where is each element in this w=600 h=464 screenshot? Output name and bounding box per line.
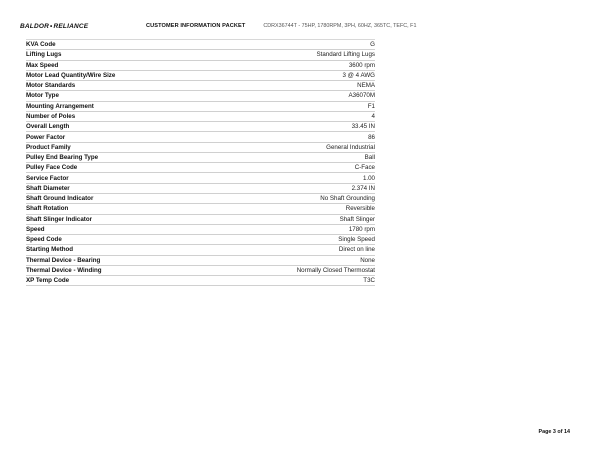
spec-label: Motor Lead Quantity/Wire Size xyxy=(26,71,116,79)
spec-label: Thermal Device - Winding xyxy=(26,266,102,274)
spec-value: 86 xyxy=(368,133,375,141)
brand-separator: • xyxy=(50,22,53,30)
spec-value: Reversible xyxy=(345,205,375,213)
spec-value: 3600 rpm xyxy=(348,61,375,69)
spec-value: A36070M xyxy=(348,92,375,100)
spec-row xyxy=(26,50,375,60)
spec-row xyxy=(26,256,375,266)
spec-row xyxy=(26,266,375,276)
spec-label: Overall Length xyxy=(26,123,70,131)
spec-value: Shaft Slinger xyxy=(339,215,375,223)
spec-value: Single Speed xyxy=(338,236,375,244)
spec-value: 2.374 IN xyxy=(351,184,375,192)
spec-label: Service Factor xyxy=(26,174,69,182)
spec-row xyxy=(26,91,375,101)
spec-label: KVA Code xyxy=(26,41,56,49)
spec-value: Standard Lifting Lugs xyxy=(316,51,375,59)
spec-value: T3C xyxy=(363,277,375,285)
spec-row xyxy=(26,215,375,225)
page-number: Page 3 of 14 xyxy=(538,429,570,435)
spec-value: 33.45 IN xyxy=(351,123,375,131)
spec-row xyxy=(26,132,375,142)
spec-label: Pulley End Bearing Type xyxy=(26,154,99,162)
spec-label: Motor Standards xyxy=(26,82,76,90)
spec-label: Motor Type xyxy=(26,92,59,100)
spec-value: 1780 rpm xyxy=(348,225,375,233)
spec-label: Shaft Diameter xyxy=(26,184,70,192)
specification-table xyxy=(26,39,375,286)
spec-label: Number of Poles xyxy=(26,112,76,120)
spec-row xyxy=(26,112,375,122)
spec-row xyxy=(26,143,375,153)
spec-value: General Industrial xyxy=(326,143,375,151)
spec-label: Speed xyxy=(26,225,45,233)
spec-label: Product Family xyxy=(26,143,71,151)
spec-row xyxy=(26,71,375,81)
document-title: CUSTOMER INFORMATION PACKET xyxy=(146,23,246,29)
page-header xyxy=(20,20,416,32)
spec-value: 1.00 xyxy=(362,174,375,182)
spec-row xyxy=(26,61,375,71)
spec-label: Pulley Face Code xyxy=(26,164,78,172)
baldor-reliance-logo xyxy=(20,23,132,30)
spec-value: Ball xyxy=(364,154,375,162)
spec-label: Power Factor xyxy=(26,133,66,141)
spec-value: NEMA xyxy=(357,82,375,90)
product-description: CDRX36744T - 75HP, 1780RPM, 3PH, 60HZ, 365TC, TEFC, F1 xyxy=(263,23,417,29)
spec-row xyxy=(26,204,375,214)
spec-value: F1 xyxy=(367,102,375,110)
spec-row xyxy=(26,102,375,112)
spec-label: Shaft Ground Indicator xyxy=(26,195,94,203)
spec-label: XP Temp Code xyxy=(26,277,70,285)
spec-label: Lifting Lugs xyxy=(26,51,62,59)
spec-row xyxy=(26,81,375,91)
spec-label: Starting Method xyxy=(26,246,74,254)
spec-label: Max Speed xyxy=(26,61,59,69)
spec-row xyxy=(26,40,375,50)
spec-value: 3 @ 4 AWG xyxy=(342,71,375,79)
spec-label: Thermal Device - Bearing xyxy=(26,256,101,264)
spec-row xyxy=(26,163,375,173)
spec-row xyxy=(26,245,375,255)
spec-value: 4 xyxy=(371,112,375,120)
spec-row xyxy=(26,122,375,132)
brand-reliance: RELIANCE xyxy=(53,22,89,30)
spec-value: G xyxy=(370,41,375,49)
spec-label: Mounting Arrangement xyxy=(26,102,94,110)
brand-baldor: BALDOR xyxy=(20,22,50,30)
spec-row xyxy=(26,225,375,235)
spec-row xyxy=(26,235,375,245)
spec-label: Shaft Rotation xyxy=(26,205,69,213)
spec-label: Shaft Slinger Indicator xyxy=(26,215,93,223)
spec-value: No Shaft Grounding xyxy=(320,195,375,203)
spec-row xyxy=(26,184,375,194)
spec-value: Normally Closed Thermostat xyxy=(296,266,375,274)
spec-row xyxy=(26,153,375,163)
spec-value: C-Face xyxy=(354,164,375,172)
spec-row xyxy=(26,194,375,204)
spec-row xyxy=(26,173,375,183)
spec-value: Direct on line xyxy=(338,246,375,254)
spec-value: None xyxy=(360,256,375,264)
spec-row xyxy=(26,276,375,286)
spec-label: Speed Code xyxy=(26,236,62,244)
